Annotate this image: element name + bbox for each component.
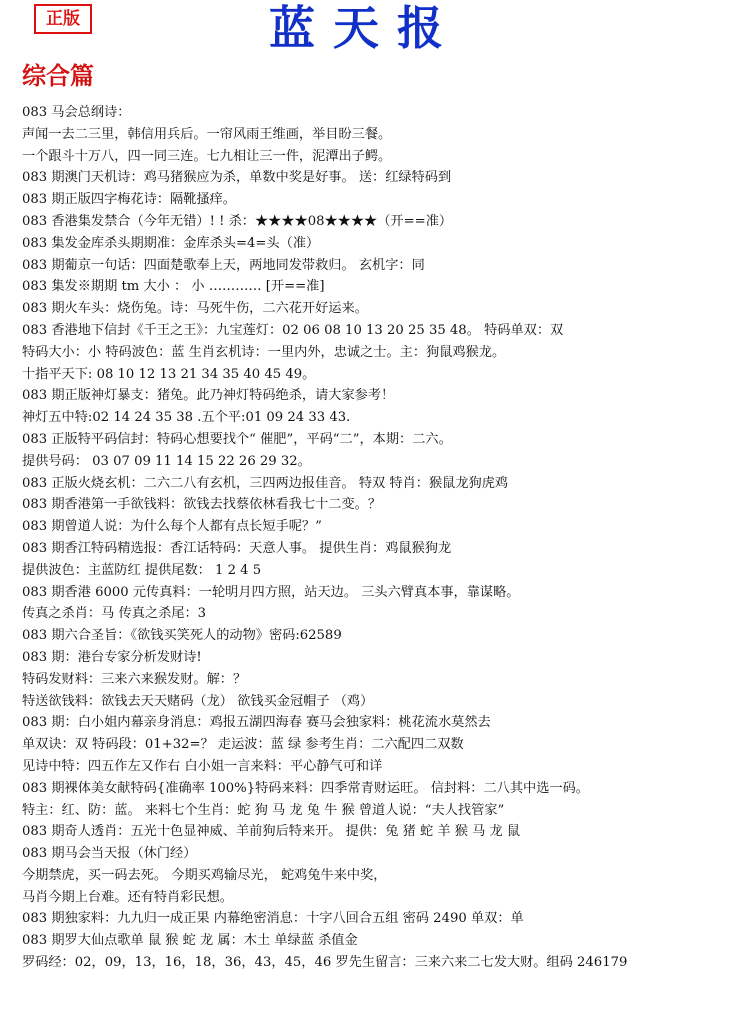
text-line: 083 期火车头：烧伤兔。诗：马死牛伤，二六花开好运来。 xyxy=(22,301,368,317)
authentic-badge: 正版 xyxy=(34,4,92,34)
text-line: 083 正版特平码信封：特码心想要找个“ 催肥”，平码“二”，本期：二六。 xyxy=(22,431,452,447)
text-line: 声闻一去二三里，韩信用兵后。一帘风雨王维画，举目盼三餐。 xyxy=(22,126,392,142)
text-line: 083 集发※期期 tm 大小 ： 小 ………… [开==准] xyxy=(22,279,325,295)
section-heading: 综合篇 xyxy=(22,61,94,90)
text-line: 083 期香港 6000 元传真料：一轮明月四方照，站天边。 三头六臂真本事，靠谋略。 xyxy=(22,584,520,600)
text-line: 083 期正版四字梅花诗：隔靴搔痒。 xyxy=(22,192,236,208)
text-line: 今期禁虎，买一码去死。 今期买鸡输尽光， 蛇鸡兔牛来中奖， xyxy=(22,867,387,883)
text-line: 083 期马会当天报（休门经） xyxy=(22,846,197,862)
text-line: 083 正版火烧玄机：二六二八有玄机，三四两边报佳音。 特双 特肖：猴鼠龙狗虎鸡 xyxy=(22,475,509,491)
text-line: 083 期奇人透肖：五光十色显神威、羊前狗后特来开。 提供：兔 猪 蛇 羊 猴 马 龙 鼠 xyxy=(22,824,521,840)
text-line: 特码发财料：三来六来猴发财。解：？ xyxy=(22,671,247,687)
text-body xyxy=(22,102,722,974)
text-line: 083 期独家料：九九归一成正果 内幕绝密消息：十字八回合五组 密码 2490 单双：单 xyxy=(22,911,524,927)
text-line: 083 期葡京一句话：四面楚歌奉上天，两地同发带救归。 玄机字：同 xyxy=(22,257,425,273)
page-title: 蓝天报 xyxy=(269,1,461,55)
text-line: 083 集发金库杀头期期准：金库杀头=4=头（准） xyxy=(22,235,320,251)
text-line: 083 期罗大仙点歌单 鼠 猴 蛇 龙 属：木土 单绿蓝 杀值金 xyxy=(22,933,358,949)
text-line: 083 期：白小姐内幕亲身消息：鸡报五湖四海春 赛马会独家料：桃花流水莫然去 xyxy=(22,715,491,731)
text-line: 083 期：港台专家分析发财诗! xyxy=(22,649,202,665)
text-line: 特送欲钱料：欲钱去天天赌码（龙） 欲钱买金冠帽子 （鸡） xyxy=(22,693,374,709)
text-line: 传真之杀肖：马 传真之杀尾：3 xyxy=(22,606,207,622)
text-line: 罗码经：02，09，13，16，18，36，43，45，46 罗先生留言：三来六来二七发大财。组码 246179 xyxy=(22,955,628,971)
text-line: 083 马会总纲诗： xyxy=(22,105,131,120)
text-line: 提供波色：主蓝防红 提供尾数： 1 2 4 5 xyxy=(22,562,262,578)
text-line: 一个跟斗十万八，四一同三连。七九相让三一件，泥潭出子鳄。 xyxy=(22,148,392,164)
text-line: 083 期澳门天机诗：鸡马猪猴应为杀，单数中奖是好事。 送：红绿特码到 xyxy=(22,170,452,186)
text-line: 单双诀：双 特码段：01+32=？ 走运波：蓝 绿 参考生肖：二六配四二双数 xyxy=(22,737,464,753)
text-line: 083 期曾道人说：为什么每个人都有点长短手呢？” xyxy=(22,519,322,535)
text-line: 神灯五中特:02 14 24 35 38 .五个平:01 09 24 33 43. xyxy=(22,410,351,426)
text-line: 083 期六合圣旨：《欲钱买笑死人的动物》密码:62589 xyxy=(22,628,342,644)
text-line: 083 期香江特码精选报：香江话特码：天意人事。 提供生肖：鸡鼠猴狗龙 xyxy=(22,540,452,556)
text-line: 083 期正版神灯暴支：猪兔。此乃神灯特码绝杀，请大家参考！ xyxy=(22,388,395,404)
text-line: 特码大小：小 特码波色：蓝 生肖玄机诗：一里内外，忠诚之士。主：狗鼠鸡猴龙。 xyxy=(22,344,506,360)
text-line: 083 期裸体美女献特码{准确率 100%}特码来料：四季常青财运旺。 信封料：二八其中选一码。 xyxy=(22,780,589,796)
text-line: 特主：红、防：蓝。 来料七个生肖：蛇 狗 马 龙 兔 牛 猴 曾道人说：“夫人找管家” xyxy=(22,802,505,818)
text-line: 083 香港地下信封《千王之王》：九宝莲灯：02 06 08 10 13 20 25 35 48。 特码单双：双 xyxy=(22,322,564,338)
text-line: 见诗中特：四五作左又作右 白小姐一言来料：平心静气可和详 xyxy=(22,758,383,774)
text-line: 提供号码： 03 07 09 11 14 15 22 26 29 32。 xyxy=(22,453,311,469)
text-line: 十指平天下: 08 10 12 13 21 34 35 40 45 49。 xyxy=(22,366,316,382)
text-line: 083 期香港第一手欲钱料：欲钱去找蔡依林看我七十二变。？ xyxy=(22,497,382,513)
text-line: 马肖今期上台难。还有特肖彩民想。 xyxy=(22,889,233,905)
text-line: 083 香港集发禁合（今年无错）! ! 杀：★★★★08★★★★（开==准） xyxy=(22,213,453,229)
